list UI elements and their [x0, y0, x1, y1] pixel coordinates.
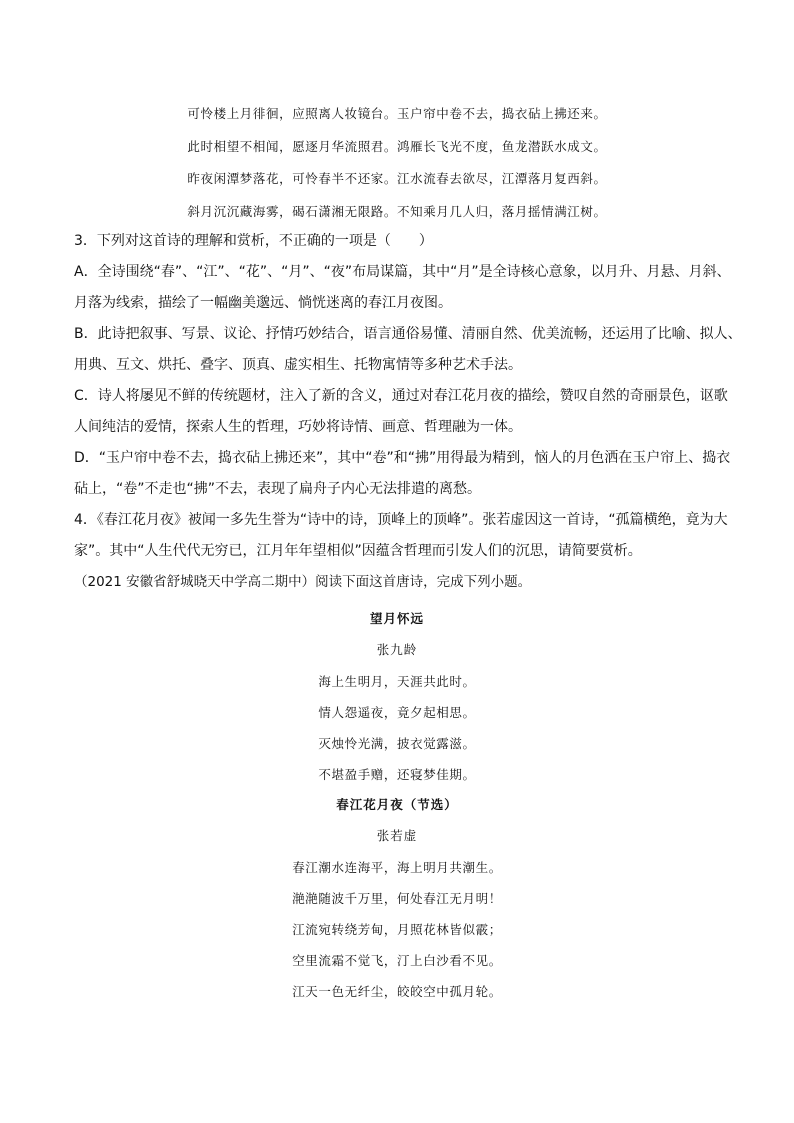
- option-d-line-1: D．“玉户帘中卷不去，捣衣砧上拂还来”，其中“卷”和“拂”用得最为精到，恼人的月色洒在玉户帘上、捣衣: [74, 450, 731, 466]
- poem-author-wangyue: 张九龄: [376, 642, 418, 657]
- source-note: （2021 安徽省舒城晓天中学高二期中）阅读下面这首唐诗，完成下列小题。: [74, 574, 532, 590]
- poem-line: 情人怨遥夜，竟夕起相思。: [318, 705, 476, 720]
- poem-title-chunjiang: 春江花月夜（节选）: [336, 797, 458, 812]
- poem-line: 此时相望不相闻，愿逐月华流照君。鸿雁长飞光不度，鱼龙潜跃水成文。: [187, 138, 607, 154]
- option-d-line-2: 砧上，“卷”不走也“拂”不去，表现了扁舟子内心无法排遣的离愁。: [74, 481, 482, 497]
- option-b-line-2: 用典、互文、烘托、叠字、顶真、虚实相生、托物寓情等多种艺术手法。: [74, 357, 522, 373]
- poem-line: 春江潮水连海平，海上明月共潮生。: [292, 860, 502, 875]
- poem-line: 不堪盈手赠，还寝梦佳期。: [318, 767, 476, 782]
- option-a-line-1: A．全诗围绕“春”、“江”、“花”、“月”、“夜”布局谋篇，其中“月”是全诗核心意象，以月升、月悬、月斜、: [74, 264, 731, 280]
- question-4-line-1: 4．《春江花月夜》被闻一多先生誉为“诗中的诗，顶峰上的顶峰”。张若虚因这一首诗，“孤篇横绝，竟为大: [74, 512, 728, 528]
- option-c-line-2: 人间纯洁的爱情，探索人生的哲理，巧妙将诗情、画意、哲理融为一体。: [74, 419, 522, 435]
- poem-title-wangyue: 望月怀远: [369, 611, 424, 626]
- option-a-line-2: 月落为线索，描绘了一幅幽美邈远、惝恍迷离的春江月夜图。: [74, 295, 452, 311]
- poem-section: [0, 604, 794, 1007]
- poem-line: 江天一色无纤尘，皎皎空中孤月轮。: [292, 984, 502, 999]
- poem-line: 可怜楼上月徘徊，应照离人妆镜台。玉户帘中卷不去，捣衣砧上拂还来。: [187, 106, 607, 121]
- poem-line: 空里流霜不觉飞，汀上白沙看不见。: [292, 953, 502, 968]
- option-b-line-1: B．此诗把叙事、写景、议论、抒情巧妙结合，语言通俗易懂、清丽自然、优美流畅，还运用了比喻、拟人、: [74, 326, 742, 342]
- poem-line: 灭烛怜光满，披衣觉露滋。: [318, 736, 476, 751]
- poem-line: 斜月沉沉藏海雾，碣石潇湘无限路。不知乘月几人归，落月摇情满江树。: [187, 203, 607, 219]
- poem-line: 滟滟随波千万里，何处春江无月明！: [292, 891, 502, 906]
- poem-line: 海上生明月，天涯共此时。: [318, 674, 476, 689]
- poem-line: 江流宛转绕芳甸，月照花林皆似霰；: [292, 922, 502, 937]
- option-c-line-1: C．诗人将屡见不鲜的传统题材，注入了新的含义，通过对春江花月夜的描绘，赞叹自然的奇丽景色，讴歌: [74, 388, 728, 404]
- question-3-stem: 3．下列对这首诗的理解和赏析，不正确的一项是（ ）: [74, 233, 433, 249]
- poem-author-chunjiang: 张若虚: [376, 828, 418, 843]
- question-4-line-2: 家”。其中“人生代代无穷已，江月年年望相似”因蕴含哲理而引发人们的沉思，请简要赏析。: [74, 543, 642, 559]
- poem-excerpt-top: [0, 98, 794, 228]
- question-block: [74, 226, 742, 598]
- poem-line: 昨夜闲潭梦落花，可怜春半不还家。江水流春去欲尽，江潭落月复西斜。: [187, 171, 607, 186]
